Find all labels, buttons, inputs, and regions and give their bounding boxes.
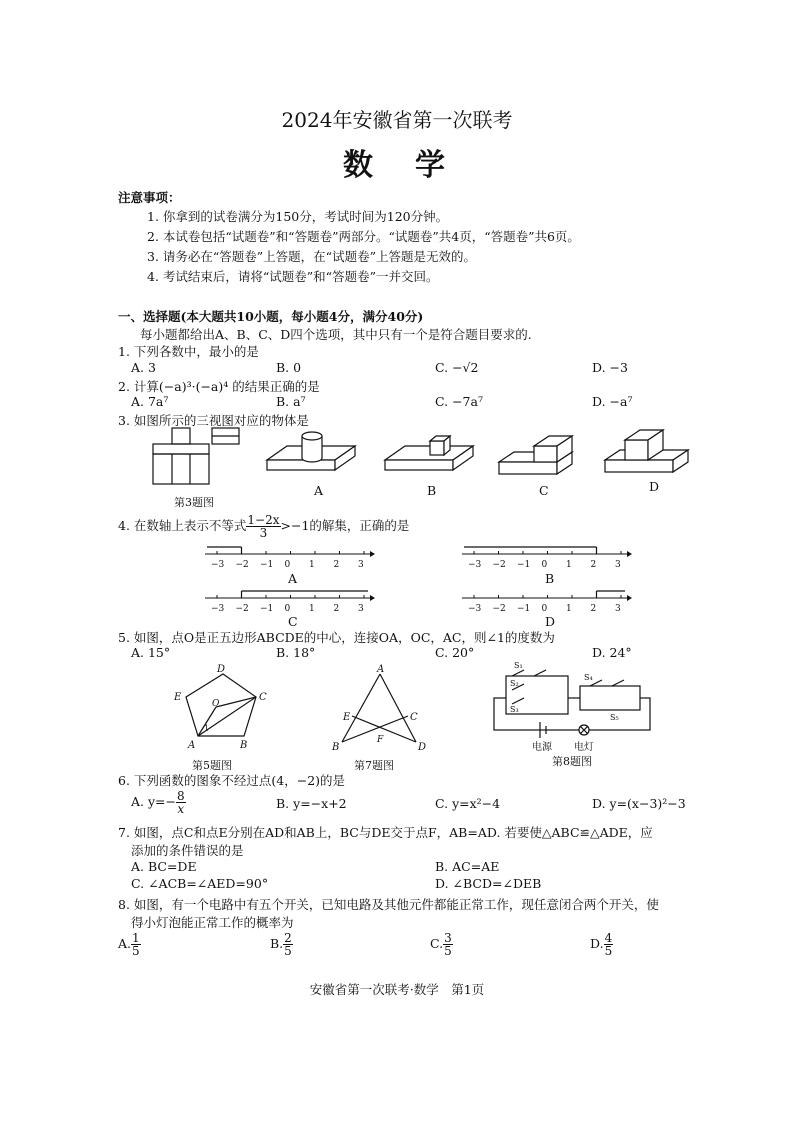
q7-stem-line1: 7. 如图，点C和点E分别在AD和AB上，BC与DE交于点F，AB=AD. 若要使△ABC≌△ADE，应	[118, 825, 653, 840]
q5-option-c: C. 20°	[435, 645, 475, 660]
q8-option-b-label: B.	[270, 936, 284, 951]
q5-option-b: B. 18°	[276, 645, 316, 660]
tick-label: 1	[309, 560, 315, 570]
tick-label: 3	[358, 604, 364, 614]
tick-label: 0	[541, 560, 548, 570]
q3-option-a-figure	[262, 430, 362, 485]
q6-option-c: C. y=x²−4	[435, 796, 501, 811]
notice-item: 4. 考试结束后，请将“试题卷”和“答题卷”一并交回。	[147, 269, 439, 284]
q6-option-b: B. y=−x+2	[276, 796, 347, 811]
q5-label-o: O	[212, 699, 220, 709]
q3-label-a: A	[314, 483, 324, 498]
q6-option-a-pre: A. y=−	[131, 794, 176, 809]
notice-heading: 注意事项：	[118, 190, 181, 205]
axis-arrow	[627, 595, 632, 601]
q3-label-d: D	[649, 479, 660, 494]
tick-label: 0	[541, 604, 548, 614]
q7-label-a: A	[377, 664, 385, 675]
q7-option-d: D. ∠BCD=∠DEB	[435, 876, 542, 891]
q8-label-s3: S₃	[510, 705, 519, 714]
q4-numberline-d	[462, 590, 632, 616]
q1-option-d: D. −3	[592, 360, 628, 375]
tick-label: 2	[590, 560, 597, 570]
exam-title: 2024年安徽省第一次联考	[281, 108, 513, 132]
tick-label: 1	[309, 604, 315, 614]
q4-label-b: B	[545, 571, 555, 586]
q3-three-view-figure	[150, 428, 250, 488]
q8-option-c	[430, 932, 453, 957]
q6-option-a	[131, 790, 186, 815]
tick-label: 3	[615, 604, 621, 614]
tick-label: 3	[358, 560, 364, 570]
q5-pentagon-figure	[168, 664, 268, 756]
q8-d-num: 4	[604, 931, 613, 945]
q7-triangle-figure	[330, 664, 430, 756]
q8-circuit-figure	[492, 660, 657, 760]
q1-option-b: B. 0	[276, 360, 302, 375]
q8-option-a-fraction	[131, 932, 141, 957]
tick-label: −3	[211, 604, 225, 614]
tick-label: 1	[566, 560, 572, 570]
q8-option-d	[590, 932, 613, 957]
q8-b-num: 2	[284, 931, 292, 945]
q1-stem: 1. 下列各数中，最小的是	[118, 344, 259, 359]
q8-option-b-fraction	[283, 932, 293, 957]
tick-label: −1	[517, 560, 531, 570]
q8-label-power: 电源	[532, 742, 552, 753]
q7-label-d: D	[418, 742, 427, 753]
q8-stem-line2: 得小灯泡能正常工作的概率为	[131, 915, 294, 930]
q1-option-a: A. 3	[131, 360, 156, 375]
q4-stem-pre: 4. 在数轴上表示不等式	[118, 518, 247, 533]
q8-label-lamp: 电灯	[574, 742, 594, 753]
q7-caption: 第7题图	[354, 759, 394, 772]
q6-option-a-fraction	[176, 790, 186, 815]
axis-arrow	[370, 595, 375, 601]
tick-label: 0	[284, 560, 291, 570]
notice-item: 2. 本试卷包括“试题卷”和“答题卷”两部分。“试题卷”共4页，“答题卷”共6页。	[147, 229, 580, 244]
q5-option-d: D. 24°	[592, 645, 632, 660]
q8-option-b	[270, 932, 293, 957]
q8-label-s2: S₂	[510, 679, 519, 688]
q8-option-c-label: C.	[430, 936, 444, 951]
q8-option-d-label: D.	[590, 936, 604, 951]
q4-label-c: C	[288, 614, 298, 629]
q4-frac-num: 1−2x	[247, 513, 280, 527]
q4-stem-post: >−1的解集，正确的是	[280, 518, 410, 533]
q8-b-den: 5	[284, 944, 292, 958]
q3-option-c-figure	[494, 430, 594, 485]
q7-label-f: F	[377, 735, 384, 745]
q1-option-c: C. −√2	[435, 360, 479, 375]
q8-c-den: 5	[444, 944, 452, 958]
tick-label: −1	[260, 604, 274, 614]
q7-option-a: A. BC=DE	[131, 859, 197, 874]
tick-label: −2	[235, 604, 249, 614]
q5-stem: 5. 如图，点O是正五边形ABCDE的中心，连接OA，OC，AC，则∠1的度数为	[118, 630, 555, 645]
tick-label: −3	[468, 604, 482, 614]
tick-label: 3	[615, 560, 621, 570]
q8-caption: 第8题图	[552, 755, 592, 768]
tick-label: −2	[492, 560, 506, 570]
axis-arrow	[370, 551, 375, 557]
q7-label-b: B	[332, 742, 340, 753]
q5-label-d: D	[217, 664, 226, 675]
tick-label: −2	[492, 604, 506, 614]
q8-a-den: 5	[132, 944, 140, 958]
q8-label-s5: S₅	[610, 713, 619, 722]
q4-numberline-b	[462, 546, 632, 572]
section-heading: 一、选择题(本大题共10小题，每小题4分，满分40分)	[118, 309, 424, 324]
tick-label: −2	[235, 560, 249, 570]
q2-option-d: D. −a⁷	[592, 394, 633, 409]
q5-label-a: A	[188, 740, 196, 751]
q5-label-b: B	[240, 740, 248, 751]
q2-option-b: B. a⁷	[276, 394, 306, 409]
q8-option-a	[118, 932, 141, 957]
q3-label-b: B	[427, 483, 437, 498]
q5-option-a: A. 15°	[131, 645, 171, 660]
q8-a-num: 1	[132, 931, 140, 945]
tick-label: 2	[333, 560, 340, 570]
q3-option-b-figure	[380, 430, 480, 485]
section-instruction: 每小题都给出A、B、C、D四个选项，其中只有一个是符合题目要求的.	[140, 327, 532, 342]
q7-option-c: C. ∠ACB=∠AED=90°	[131, 876, 269, 891]
q8-label-s4: S₄	[584, 673, 593, 682]
q3-stem: 3. 如图所示的三视图对应的物体是	[118, 413, 309, 428]
q6-stem: 6. 下列函数的图象不经过点(4，−2)的是	[118, 773, 346, 788]
q8-option-d-fraction	[604, 932, 614, 957]
q4-numberline-a	[205, 546, 375, 572]
tick-label: 2	[590, 604, 597, 614]
tick-label: 1	[566, 604, 572, 614]
q4-frac-den: 3	[259, 526, 268, 540]
tick-label: −3	[468, 560, 482, 570]
q5-label-e: E	[174, 692, 182, 703]
q2-option-a: A. 7a⁷	[131, 394, 169, 409]
notice-item: 3. 请务必在“答题卷”上答题，在“试题卷”上答题是无效的。	[147, 249, 476, 264]
q8-label-s1: S₁	[514, 661, 523, 670]
q7-stem-line2: 添加的条件错误的是	[131, 843, 244, 858]
q3-option-d-figure	[600, 428, 700, 483]
tick-label: −1	[517, 604, 531, 614]
q4-label-d: D	[545, 614, 556, 629]
axis-arrow	[627, 551, 632, 557]
q3-label-c: C	[539, 483, 549, 498]
q7-label-e: E	[343, 712, 351, 723]
tick-label: 0	[284, 604, 291, 614]
q3-caption: 第3题图	[174, 496, 214, 509]
q4-label-a: A	[288, 571, 298, 586]
q7-option-b: B. AC=AE	[435, 859, 500, 874]
q5-caption: 第5题图	[192, 759, 232, 772]
tick-label: −3	[211, 560, 225, 570]
subject-title: 数 学	[343, 148, 451, 183]
q6-frac-num: 8	[176, 789, 185, 803]
q6-option-d: D. y=(x−3)²−3	[592, 796, 686, 811]
q5-label-angle1: 1	[204, 724, 210, 733]
tick-label: −1	[260, 560, 274, 570]
q5-label-c: C	[259, 692, 267, 703]
q2-option-c: C. −7a⁷	[435, 394, 483, 409]
q4-stem	[118, 514, 409, 539]
q8-d-den: 5	[604, 944, 613, 958]
q8-option-a-label: A.	[118, 936, 132, 951]
q4-fraction	[246, 514, 280, 539]
tick-label: 2	[333, 604, 340, 614]
q2-stem: 2. 计算(−a)³·(−a)⁴ 的结果正确的是	[118, 379, 320, 394]
q8-c-num: 3	[444, 931, 452, 945]
q7-label-c: C	[410, 712, 418, 723]
q8-stem-line1: 8. 如图，有一个电路中有五个开关，已知电路及其他元件都能正常工作，现任意闭合两个开关，使	[118, 897, 659, 912]
q4-numberline-c	[205, 590, 375, 616]
q8-option-c-fraction	[443, 932, 453, 957]
page-footer: 安徽省第一次联考·数学 第1页	[309, 982, 485, 997]
notice-item: 1. 你拿到的试卷满分为150分，考试时间为120分钟。	[147, 209, 449, 224]
q6-frac-den: x	[177, 802, 185, 816]
